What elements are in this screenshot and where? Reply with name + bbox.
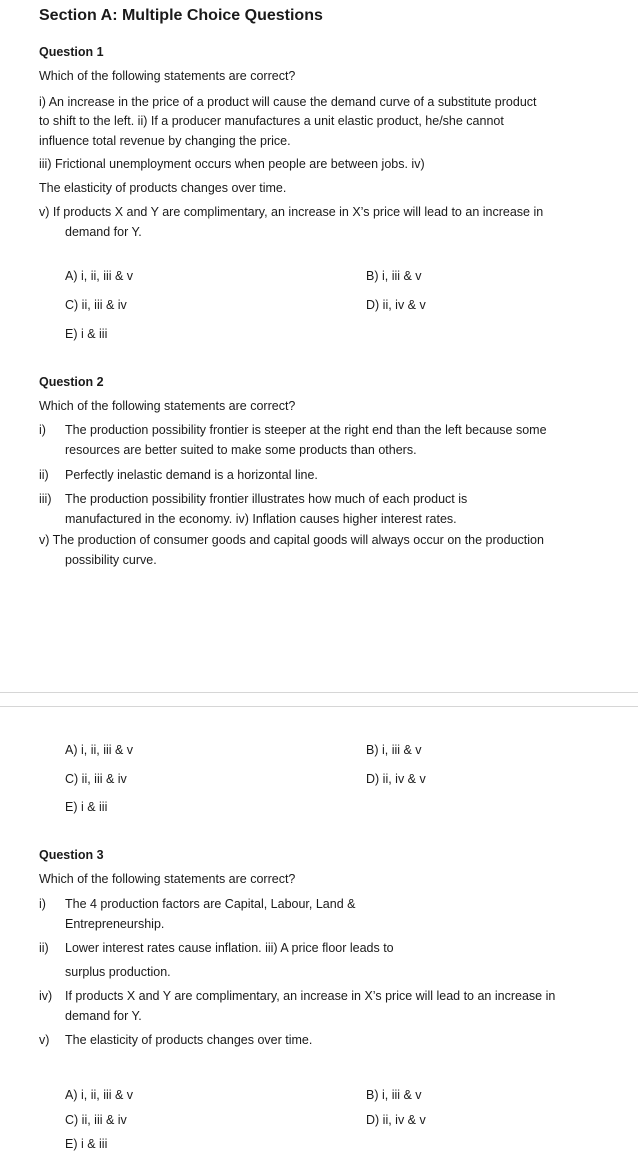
q2-option-c: C) ii, iii & iv <box>65 772 127 786</box>
q1-line: i) An increase in the price of a product will cause the demand curve of a substitute product <box>39 95 537 109</box>
q2-marker: ii) <box>39 468 49 482</box>
q2-option-a: A) i, ii, iii & v <box>65 743 134 757</box>
q3-line: demand for Y. <box>65 1009 142 1023</box>
q2-marker: iii) <box>39 492 52 506</box>
q2-line: manufactured in the economy. iv) Inflation causes higher interest rates. <box>65 512 457 526</box>
q2-line: v) The production of consumer goods and capital goods will always occur on the production <box>39 533 544 547</box>
question-2-heading: Question 2 <box>39 375 104 389</box>
q2-line: Perfectly inelastic demand is a horizontal line. <box>65 468 318 482</box>
question-3-stem: Which of the following statements are correct? <box>39 872 296 886</box>
question-1-heading: Question 1 <box>39 45 104 59</box>
q1-line: v) If products X and Y are complimentary, an increase in X’s price will lead to an increase in <box>39 205 544 219</box>
q3-option-e: E) i & iii <box>65 1137 108 1151</box>
q1-option-b: B) i, iii & v <box>366 269 422 283</box>
q1-option-a: A) i, ii, iii & v <box>65 269 134 283</box>
q1-option-d: D) ii, iv & v <box>366 298 426 312</box>
q1-line: to shift to the left. ii) If a producer manufactures a unit elastic product, he/she cannot <box>39 114 504 128</box>
q2-option-e: E) i & iii <box>65 800 108 814</box>
q3-line: Entrepreneurship. <box>65 917 165 931</box>
q1-option-c: C) ii, iii & iv <box>65 298 127 312</box>
question-1-stem: Which of the following statements are correct? <box>39 69 296 83</box>
q3-line: Lower interest rates cause inflation. iii) A price floor leads to <box>65 941 394 955</box>
q2-line: resources are better suited to make some products than others. <box>65 443 417 457</box>
q2-line: The production possibility frontier illustrates how much of each product is <box>65 492 468 506</box>
q1-line: The elasticity of products changes over time. <box>39 181 287 195</box>
q2-option-d: D) ii, iv & v <box>366 772 426 786</box>
q2-option-b: B) i, iii & v <box>366 743 422 757</box>
q2-line: The production possibility frontier is steeper at the right end than the left because some <box>65 423 547 437</box>
q3-line: surplus production. <box>65 965 171 979</box>
q1-line: iii) Frictional unemployment occurs when people are between jobs. iv) <box>39 157 425 171</box>
q2-line: possibility curve. <box>65 553 157 567</box>
q3-marker: i) <box>39 897 46 911</box>
q3-line: The elasticity of products changes over time. <box>65 1033 313 1047</box>
q3-option-d: D) ii, iv & v <box>366 1113 426 1127</box>
q3-marker: ii) <box>39 941 49 955</box>
q3-option-c: C) ii, iii & iv <box>65 1113 127 1127</box>
q3-line: The 4 production factors are Capital, Labour, Land & <box>65 897 356 911</box>
q3-line: If products X and Y are complimentary, an increase in X’s price will lead to an increase in <box>65 989 556 1003</box>
q1-line: influence total revenue by changing the price. <box>39 134 291 148</box>
q1-line: demand for Y. <box>65 225 142 239</box>
question-2-stem: Which of the following statements are correct? <box>39 399 296 413</box>
q1-option-e: E) i & iii <box>65 327 108 341</box>
q2-marker: i) <box>39 423 46 437</box>
section-title: Section A: Multiple Choice Questions <box>39 7 323 24</box>
q3-option-b: B) i, iii & v <box>366 1088 422 1102</box>
q3-marker: iv) <box>39 989 53 1003</box>
q3-option-a: A) i, ii, iii & v <box>65 1088 134 1102</box>
q3-marker: v) <box>39 1033 50 1047</box>
page-break <box>0 692 638 707</box>
question-3-heading: Question 3 <box>39 848 104 862</box>
